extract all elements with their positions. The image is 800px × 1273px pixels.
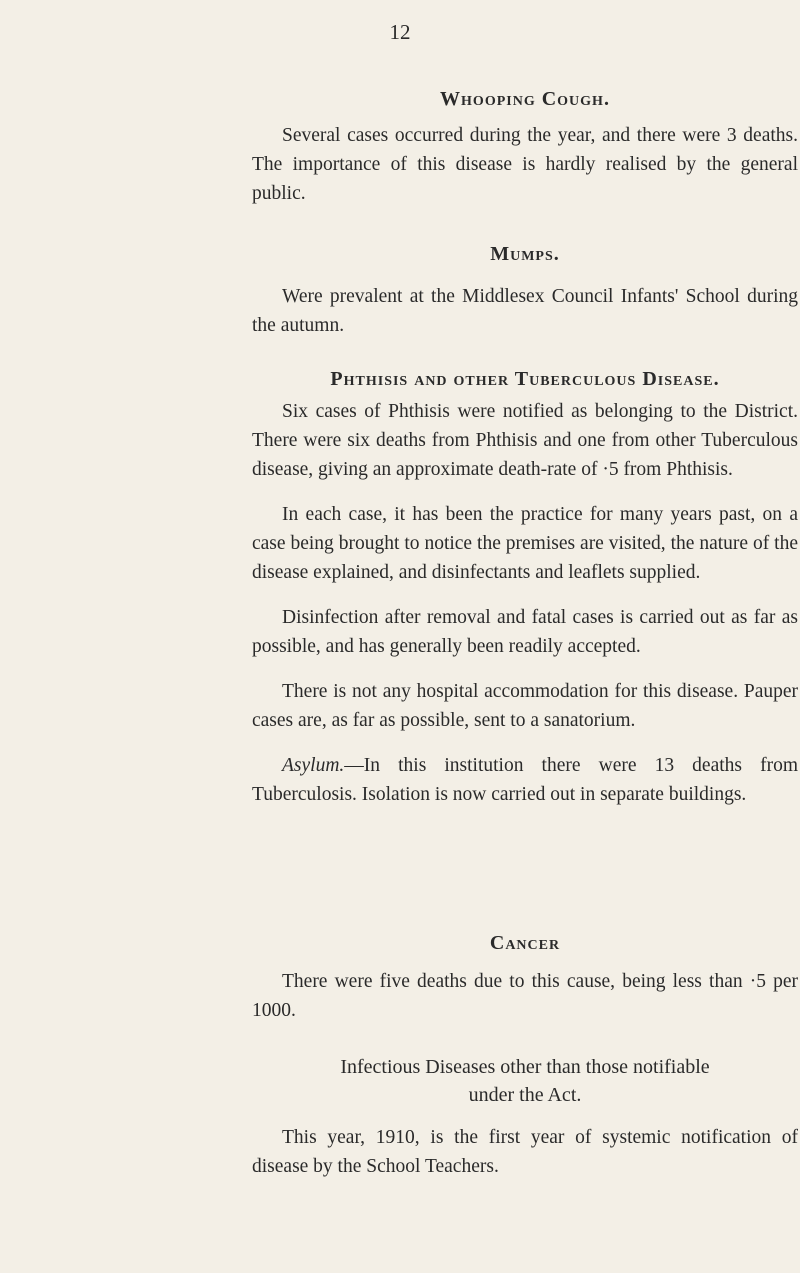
heading-whooping-cough: Whooping Cough. bbox=[440, 88, 610, 110]
phthisis-paragraph-2: In each case, it has been the practice for many years past, on a case being brought to notice the premises are visited, the nature of the disease explained, and disinfectants and leaflets supplied. bbox=[252, 504, 798, 583]
mumps-paragraph: Were prevalent at the Middlesex Council Infants' School during the autumn. bbox=[252, 286, 798, 336]
heading-phthisis: Phthisis and other Tuberculous Disease. bbox=[330, 368, 720, 390]
heading-cancer: Cancer bbox=[489, 932, 561, 954]
phthisis-paragraph-3: Disinfection after removal and fatal cases is carried out as far as possible, and has generally been readily accepted. bbox=[252, 607, 798, 657]
infectious-paragraph: This year, 1910, is the first year of systemic notification of disease by the School Teachers. bbox=[252, 1127, 798, 1177]
section-cancer bbox=[252, 932, 798, 1025]
section-whooping-cough bbox=[252, 88, 798, 208]
section-phthisis bbox=[252, 368, 798, 809]
phthisis-paragraph-1: Six cases of Phthisis were notified as belonging to the District. There were six deaths from Phthisis and one from other Tuberculous disease, giving an approximate death-rate of ·5 from Phthisis. bbox=[252, 401, 798, 480]
heading-infectious-line-2: under the Act. bbox=[468, 1084, 582, 1106]
heading-infectious-line-1: Infectious Diseases other than those notifiable bbox=[340, 1056, 710, 1078]
asylum-lead: Asylum. bbox=[282, 755, 345, 776]
heading-mumps: Mumps. bbox=[490, 243, 560, 265]
asylum-text: —In this institution there were 13 deaths from Tuberculosis. Isolation is now carried out in separate buildings. bbox=[252, 755, 798, 805]
phthisis-paragraph-asylum bbox=[252, 751, 798, 809]
page-number: 12 bbox=[389, 20, 411, 44]
whooping-paragraph: Several cases occurred during the year, and there were 3 deaths. The importance of this disease is hardly realised by the general public. bbox=[252, 125, 798, 204]
section-mumps bbox=[252, 243, 798, 340]
section-infectious-diseases bbox=[252, 1053, 798, 1181]
phthisis-paragraph-4: There is not any hospital accommodation for this disease. Pauper cases are, as far as possible, sent to a sanatorium. bbox=[252, 681, 798, 731]
cancer-paragraph: There were five deaths due to this cause, being less than ·5 per 1000. bbox=[252, 971, 798, 1021]
